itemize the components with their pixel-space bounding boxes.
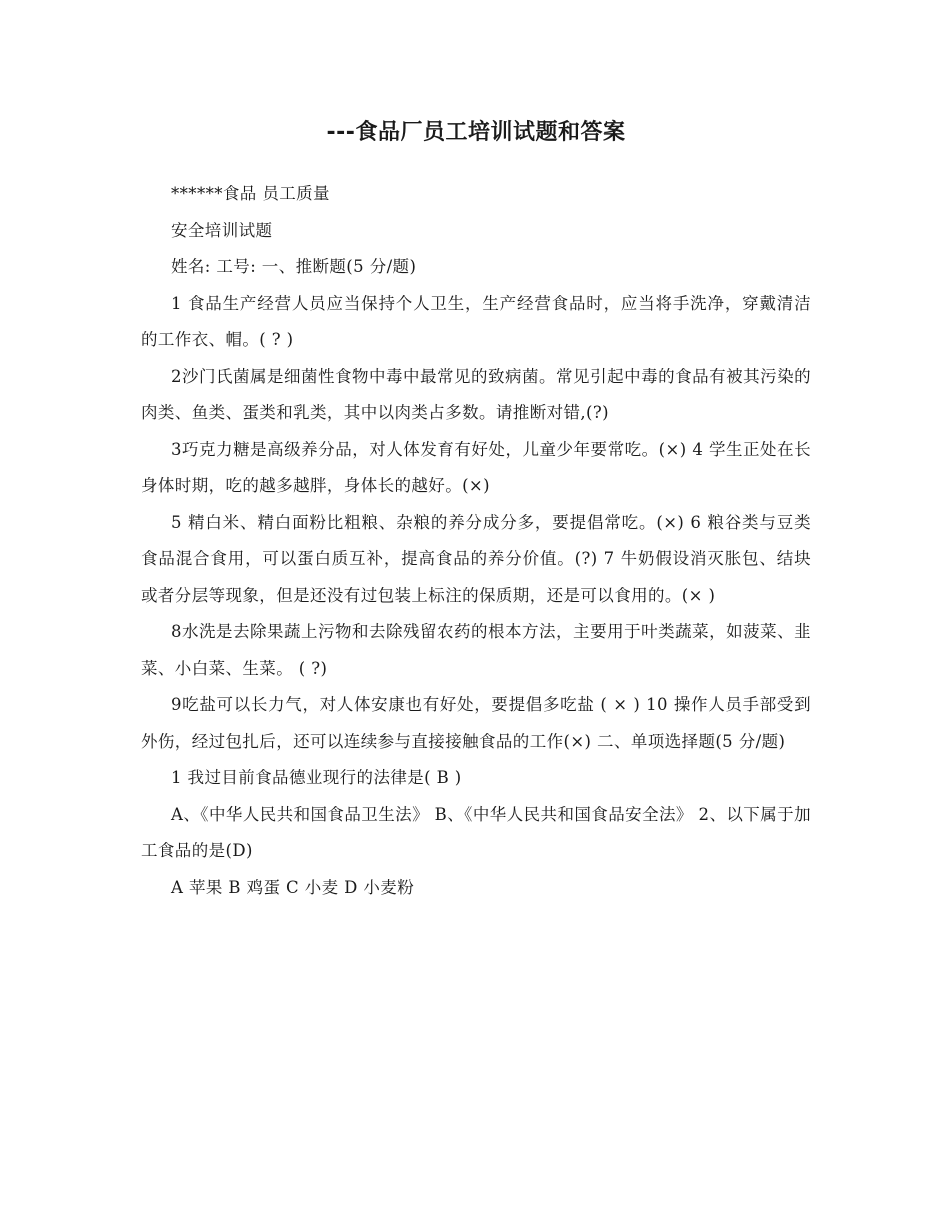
paragraph-header-1: ******食品 员工质量 (171, 184, 330, 203)
question-1: 1 食品生产经营人员应当保持个人卫生，生产经营食品时，应当将手洗净，穿戴清洁的工作衣、帽。( ? ) (141, 293, 811, 349)
question-8: 8水洗是去除果蔬上污物和去除残留农药的根本方法，主要用于叶类蔬菜，如菠菜、韭菜、小白菜、生菜。 ( ?) (141, 622, 811, 678)
question-3-4: 3巧克力糖是高级养分品，对人体发育有好处，儿童少年要常吃。(×) 4 学生正处在长身体时期，吃的越多越胖，身体长的越好。(×) (141, 439, 811, 495)
question-2: 2沙门氏菌属是细菌性食物中毒中最常见的致病菌。常见引起中毒的食品有被其污染的肉类、鱼类、蛋类和乳类，其中以肉类占多数。请推断对错,(?) (141, 366, 811, 422)
choice-question-1: 1 我过目前食品德业现行的法律是( B ) (171, 768, 462, 787)
question-5-7: 5 精白米、精白面粉比粗粮、杂粮的养分成分多，要提倡常吃。(×) 6 粮谷类与豆类食品混合食用，可以蛋白质互补，提高食品的养分价值。(?) 7 牛奶假设消灭胀包、结块或者分层等现象，但是还没有过包装上标注的保质期，还是可以食用的。(× ) (141, 512, 811, 605)
question-9-10-and-section-2: 9吃盐可以长力气，对人体安康也有好处，要提倡多吃盐 ( × ) 10 操作人员手部受到外伤，经过包扎后，还可以连续参与直接接触食品的工作(×) 二、单项选择题(5 分/题) (141, 695, 811, 751)
document-title: ---食品厂员工培训试题和答案 (326, 120, 626, 145)
paragraph-header-2: 安全培训试题 (171, 220, 273, 240)
choice-question-2-options: A 苹果 B 鸡蛋 C 小麦 D 小麦粉 (171, 877, 415, 897)
document-page (141, 112, 811, 906)
paragraph-name-and-section-1: 姓名: 工号: 一、推断题(5 分/题) (171, 257, 417, 276)
choice-options-and-question-2: A、《中华人民共和国食品卫生法》 B、《中华人民共和国食品安全法》 2、以下属于加工食品的是(D) (141, 804, 811, 860)
